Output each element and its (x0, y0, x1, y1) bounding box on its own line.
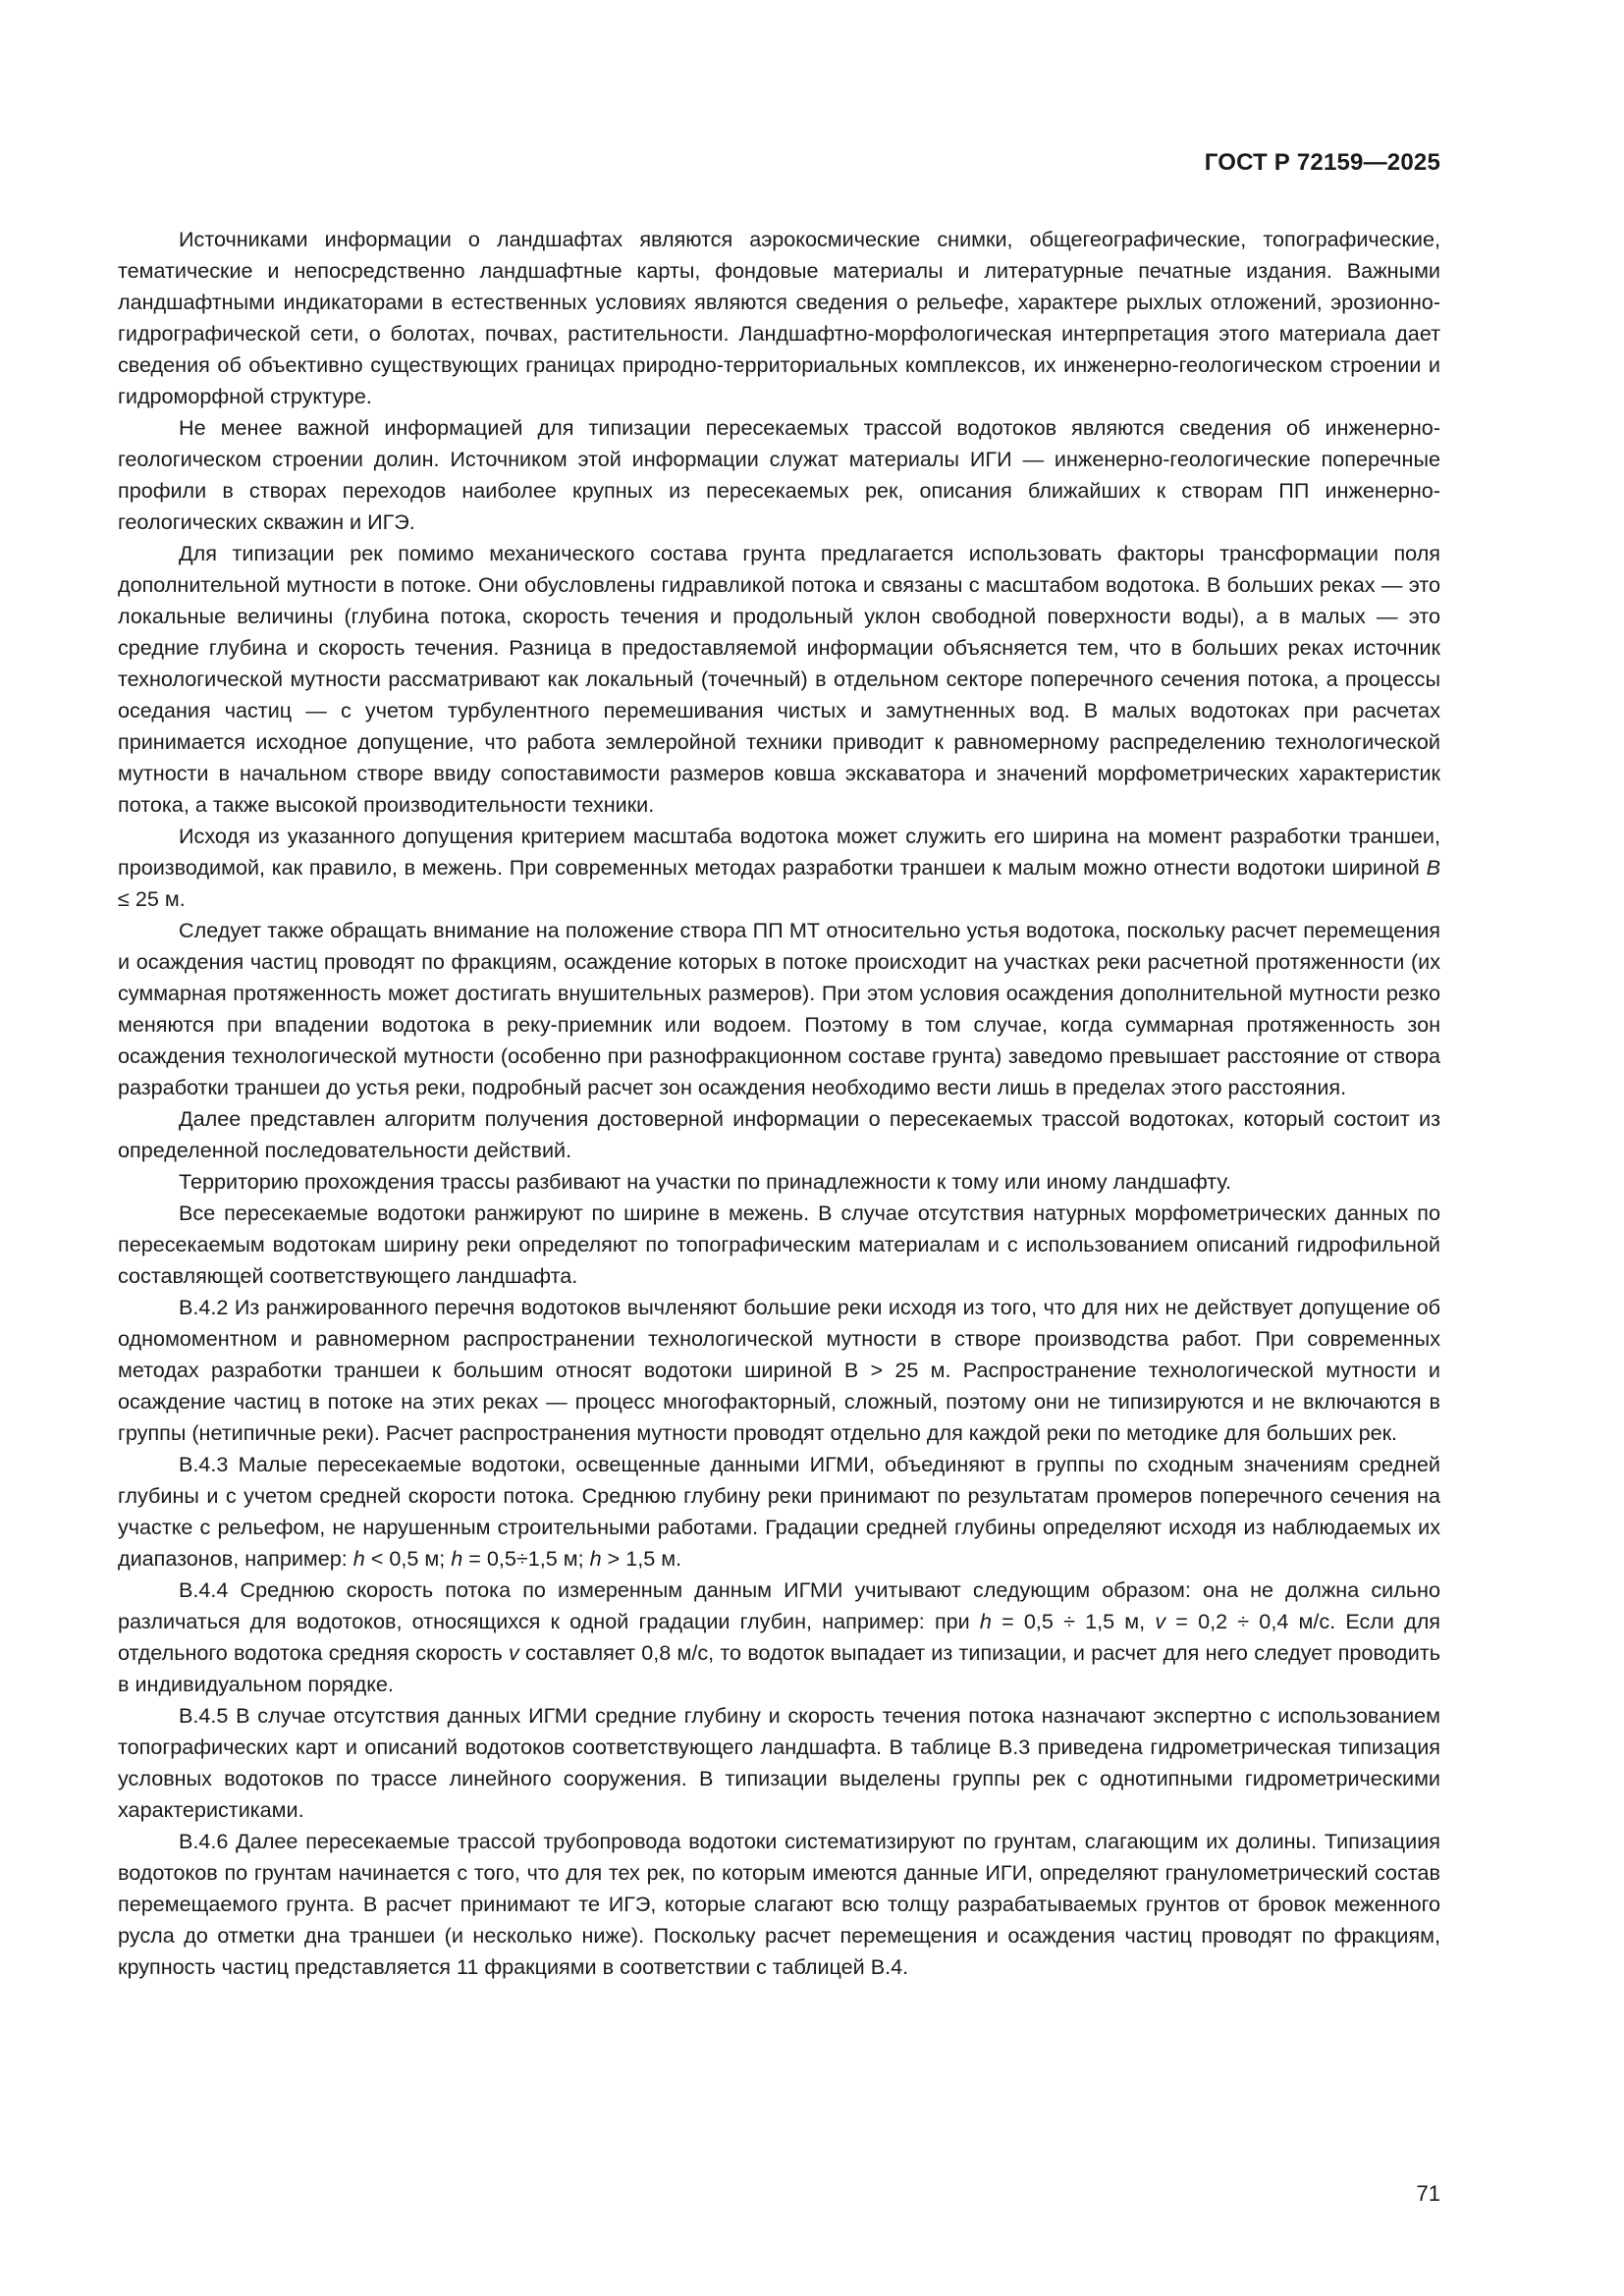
paragraph: Для типизации рек помимо механического состава грунта предлагается использовать факторы трансформации поля дополнительной мутности в потоке. Они обусловлены гидравликой потока и связаны с масштабом водотока. В больших реках — это локальные величины (глубина потока, скорость течения и продольный уклон свободной поверхности воды), а в малых — это средние глубина и скорость течения. Разница в предоставляемой информации объясняется тем, что в больших реках источник технологической мутности рассматривают как локальный (точечный) в отдельном секторе поперечного сечения потока, а процессы оседания частиц — с учетом турбулентного перемешивания чистых и замутненных вод. В малых водотоках при расчетах принимается исходное допущение, что работа землеройной техники приводит к равномерному распределению технологической мутности в начальном створе ввиду сопоставимости размеров ковша экскаватора и значений морфометрических характеристик потока, а также высокой производительности техники. (118, 541, 1440, 817)
text-run: В.4.3 Малые пересекаемые водотоки, освещенные данными ИГМИ, объединяют в группы по сходным значениям средней глубины и с учетом средней скорости потока. Среднюю глубину реки принимают по результатам промеров поперечного сечения на участке с рельефом, не нарушенным строительными работами. Градации средней глубины определяют исходя из наблюдаемых их диапазонов, например: (118, 1452, 1440, 1571)
paragraph (118, 1449, 1440, 1575)
document-body (118, 224, 1440, 1983)
text-run: = 0,5÷1,5 м; (462, 1546, 590, 1571)
math-variable: B (1426, 855, 1440, 880)
text-run: > 1,5 м. (601, 1546, 682, 1571)
math-variable: v (1155, 1609, 1166, 1633)
paragraph: Все пересекаемые водотоки ранжируют по ширине в межень. В случае отсутствия натурных морфометрических данных по пересекаемым водотокам ширину реки определяют по топографическим материалам и с использованием описаний гидрофильной составляющей соответствующего ландшафта. (118, 1201, 1440, 1288)
math-variable: h (589, 1546, 602, 1571)
math-variable: v (509, 1640, 519, 1665)
paragraph: В.4.5 В случае отсутствия данных ИГМИ средние глубину и скорость течения потока назначают экспертно с использованием топографических карт и описаний водотоков соответствующего ландшафта. В таблице В.3 приведена гидрометрическая типизация условных водотоков по трассе линейного сооружения. В типизации выделены группы рек с однотипными гидрометрическими характеристиками. (118, 1703, 1440, 1822)
math-variable: h (451, 1546, 463, 1571)
document-code-header: ГОСТ Р 72159—2025 (1204, 149, 1440, 176)
paragraph (118, 1575, 1440, 1700)
paragraph: Следует также обращать внимание на положение створа ПП МТ относительно устья водотока, поскольку расчет перемещения и осаждения частиц проводят по фракциям, осаждение которых в потоке происходит на участках реки расчетной протяженности (их суммарная протяженность может достигать внушительных размеров). При этом условия осаждения дополнительной мутности резко меняются при впадении водотока в реку-приемник или водоем. Поэтому в том случае, когда суммарная протяженность зон осаждения технологической мутности (особенно при разнофракционном составе грунта) заведомо превышает расстояние от створа разработки траншеи до устья реки, подробный расчет зон осаждения необходимо вести лишь в пределах этого расстояния. (118, 918, 1440, 1099)
paragraph: В.4.6 Далее пересекаемые трассой трубопровода водотоки систематизируют по грунтам, слагающим их долины. Типизациия водотоков по грунтам начинается с того, что для тех рек, по которым имеются данные ИГИ, определяют гранулометрический состав перемещаемого грунта. В расчет принимают те ИГЭ, которые слагают всю толщу разрабатываемых грунтов от бровок меженного русла до отметки дна траншеи (и несколько ниже). Поскольку расчет перемещения и осаждения частиц проводят по фракциям, крупность частиц представляется 11 фракциями в соответствии с таблицей В.4. (118, 1829, 1440, 1979)
page-number: 71 (1416, 2181, 1440, 2206)
math-variable: h (979, 1609, 992, 1633)
text-run: = 0,5 ÷ 1,5 м, (991, 1609, 1156, 1633)
text-run: < 0,5 м; (364, 1546, 452, 1571)
paragraph: Не менее важной информацией для типизации пересекаемых трассой водотоков являются сведения об инженерно-геологическом строении долин. Источником этой информации служат материалы ИГИ — инженерно-геологические поперечные профили в створах переходов наиболее крупных из пересекаемых рек, описания ближайших к створам ПП инженерно-геологических скважин и ИГЭ. (118, 415, 1440, 534)
text-run: ≤ 25 м. (118, 886, 186, 911)
math-variable: h (352, 1546, 365, 1571)
paragraph: В.4.2 Из ранжированного перечня водотоков вычленяют большие реки исходя из того, что для них не действует допущение об одномоментном и равномерном распространении технологической мутности в створе производства работ. При современных методах разработки траншеи к большим относят водотоки шириной В > 25 м. Распространение технологической мутности и осаждение частиц в потоке на этих реках — процесс многофакторный, сложный, поэтому они не типизируются и не включаются в группы (нетипичные реки). Расчет распространения мутности проводят отдельно для каждой реки по методике для больших рек. (118, 1295, 1440, 1445)
text-run: В.4.4 Среднюю скорость потока по измеренным данным ИГМИ учитывают следующим образом: она не должна сильно различаться для водотоков, относящихся к одной градации глубин, например: при (118, 1577, 1440, 1633)
paragraph: Далее представлен алгоритм получения достоверной информации о пересекаемых трассой водотоках, который состоит из определенной последовательности действий. (118, 1106, 1440, 1162)
text-run: Исходя из указанного допущения критерием масштаба водотока может служить его ширина на момент разработки траншеи, производимой, как правило, в межень. При современных методах разработки траншеи к малым можно отнести водотоки шириной (118, 824, 1440, 880)
paragraph (118, 821, 1440, 915)
text-run: = 0,2 ÷ 0,4 м/с. Если для отдельного водотока средняя скорость (118, 1609, 1440, 1665)
text-run: составляет 0,8 м/с, то водоток выпадает из типизации, и расчет для него следует проводить в индивидуальном порядке. (118, 1640, 1440, 1696)
paragraph: Территорию прохождения трассы разбивают на участки по принадлежности к тому или иному ландшафту. (179, 1169, 1232, 1194)
paragraph: Источниками информации о ландшафтах являются аэрокосмические снимки, общегеографические, топографические, тематические и непосредственно ландшафтные карты, фондовые материалы и литературные печатные издания. Важными ландшафтными индикаторами в естественных условиях являются сведения о рельефе, характере рыхлых отложений, эрозионно-гидрографической сети, о болотах, почвах, растительности. Ландшафтно-морфологическая интерпретация этого материала дает сведения об объективно существующих границах природно-территориальных комплексов, их инженерно-геологическом строении и гидроморфной структуре. (118, 227, 1440, 408)
